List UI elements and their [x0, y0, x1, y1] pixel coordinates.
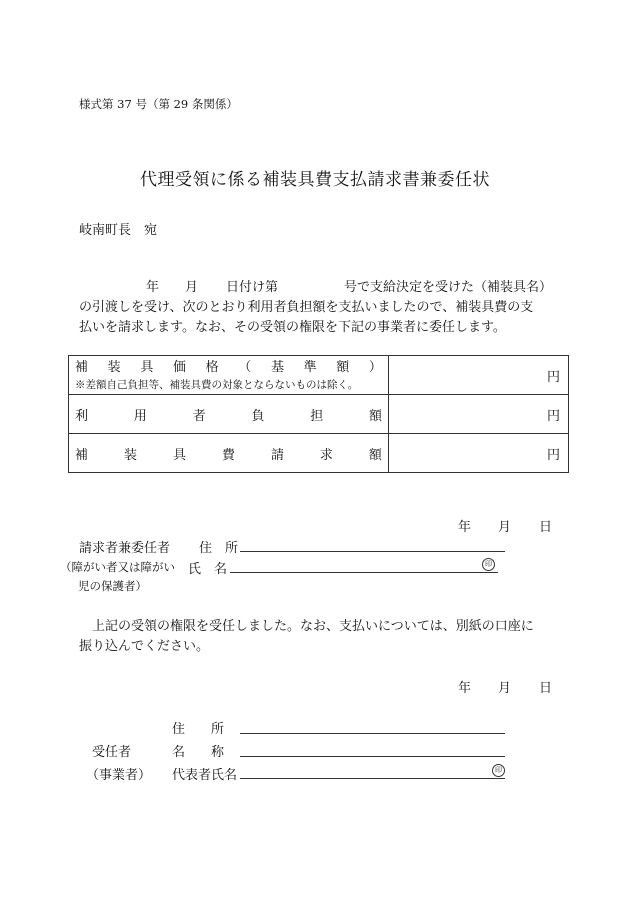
agent-company-field[interactable]	[240, 756, 505, 757]
claim-amount-text	[75, 444, 382, 463]
label-char: 請	[270, 447, 284, 463]
seal-icon: 印	[482, 558, 495, 571]
label-char: 価	[172, 360, 186, 375]
label-char: 者	[192, 408, 206, 424]
label-char: 額	[368, 408, 382, 424]
intro-line-2: の引渡しを受け、次のとおり利用者負担額を支払いましたので、補装具費の支	[79, 300, 534, 315]
standard-price-text	[75, 356, 382, 375]
document-title: 代理受領に係る補装具費支払請求書兼委任状	[140, 170, 490, 190]
seal-icon: 印	[492, 764, 505, 777]
intro-year: 年	[146, 280, 160, 295]
label-char: 額	[368, 447, 382, 463]
intro-decision: 号で支給決定を受けた（補装具名）	[344, 280, 553, 295]
claimant-name-field[interactable]	[230, 572, 498, 573]
standard-price-label	[69, 356, 389, 395]
user-burden-amount: 円	[389, 395, 569, 434]
date-day: 日	[539, 520, 553, 535]
claimant-note-line1: （障がい者又は障がい	[60, 560, 175, 574]
user-burden-label	[69, 395, 389, 434]
label-char: 補	[75, 447, 89, 463]
form-number: 様式第 37 号（第 29 条関係）	[79, 97, 238, 111]
agent-address-label: 住 所	[172, 722, 225, 737]
date-year: 年	[458, 681, 472, 696]
label-char: 装	[123, 447, 137, 463]
agent-address-field[interactable]	[240, 733, 505, 734]
intro-dated: 日付け第	[226, 280, 279, 295]
claim-amount-amount: 円	[389, 434, 569, 473]
date-day: 日	[539, 681, 553, 696]
label-char: 利	[75, 408, 89, 424]
intro-line-3: 払いを請求します。なお、その受領の権限を下記の事業者に委任します。	[79, 320, 506, 335]
claimant-note-line2: 児の保護者）	[78, 579, 147, 593]
standard-price-amount: 円	[389, 356, 569, 395]
claimant-name-label: 氏 名	[188, 562, 228, 577]
agent-rep-label: 代表者氏名	[172, 768, 238, 783]
date-year: 年	[458, 520, 472, 535]
label-char: 補	[75, 360, 89, 375]
label-char: 負	[251, 408, 265, 424]
date-month: 月	[498, 520, 512, 535]
cost-table	[68, 355, 569, 473]
acceptance-line-2: 振り込んでください。	[79, 639, 210, 654]
label-char: 基	[270, 360, 284, 375]
claimant-role: 請求者兼委任者	[79, 541, 171, 556]
claim-amount-label	[69, 434, 389, 473]
table-row	[69, 434, 569, 473]
label-char: ）	[368, 360, 382, 375]
label-char: 担	[310, 408, 324, 424]
label-char: 格	[205, 360, 219, 375]
intro-month: 月	[185, 280, 199, 295]
user-burden-text	[75, 405, 382, 424]
label-char: 額	[336, 360, 350, 375]
label-char: （	[238, 360, 252, 375]
date-month: 月	[498, 681, 512, 696]
agent-role: 受任者	[92, 745, 132, 760]
table-row	[69, 356, 569, 395]
agent-rep-field[interactable]	[240, 778, 505, 779]
standard-price-note: ※差額自己負担等、補装具費の対象とならないものは除く。	[75, 379, 359, 391]
addressee: 岐南町長 宛	[79, 223, 158, 238]
label-char: 具	[140, 360, 154, 375]
table-row	[69, 395, 569, 434]
label-char: 費	[221, 447, 235, 463]
agent-company-label: 名 称	[172, 745, 225, 760]
claimant-address-label: 住 所	[199, 541, 239, 556]
label-char: 具	[172, 447, 186, 463]
agent-role-note: （事業者）	[86, 768, 152, 783]
acceptance-line-1: 上記の受領の権限を受任しました。なお、支払いについては、別紙の口座に	[92, 619, 534, 634]
label-char: 求	[319, 447, 333, 463]
claimant-address-field[interactable]	[240, 551, 505, 552]
label-char: 装	[107, 360, 121, 375]
label-char: 用	[133, 408, 147, 424]
label-char: 準	[303, 360, 317, 375]
